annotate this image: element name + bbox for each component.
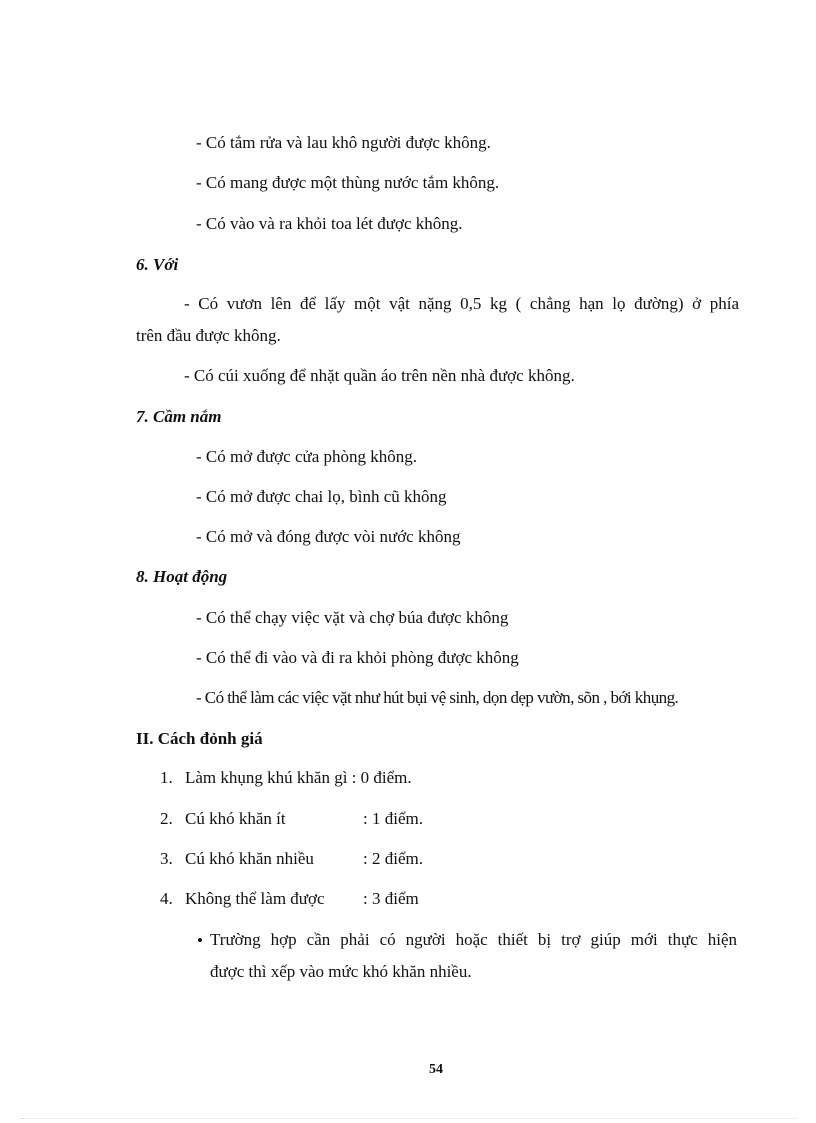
bathing-item: - Có mang được một thùng nước tắm không. bbox=[196, 173, 500, 192]
evaluation-level bbox=[160, 888, 419, 910]
evaluation-level bbox=[160, 767, 412, 789]
grip-item: - Có mở và đóng được vòi nước không bbox=[196, 527, 461, 546]
level-number: 4. bbox=[160, 889, 173, 908]
section-heading-evaluation: II. Cách đỏnh giá bbox=[136, 729, 263, 748]
evaluation-note-line: Trường hợp cần phải có người hoặc thiết bị trợ giúp mới thực hiện bbox=[210, 930, 737, 949]
grip-item: - Có mở được cửa phòng không. bbox=[196, 447, 418, 466]
activity-item: - Có thể đi vào và đi ra khỏi phòng được không bbox=[196, 648, 519, 667]
level-score: : 1 điểm. bbox=[363, 809, 423, 828]
footer-divider bbox=[20, 1118, 796, 1119]
level-description: Làm khụng khú khăn gì bbox=[185, 768, 348, 787]
bathing-item: - Có vào và ra khỏi toa lét được không. bbox=[196, 214, 463, 233]
bullet-dot-icon: • bbox=[197, 931, 203, 950]
level-description: Cú khó khăn ít bbox=[185, 809, 286, 828]
section-heading-reach: 6. Với bbox=[136, 255, 179, 274]
level-description: Cú khó khăn nhiều bbox=[185, 849, 314, 868]
level-number: 2. bbox=[160, 809, 173, 828]
section-heading-activity: 8. Hoạt động bbox=[136, 567, 228, 586]
bathing-item: - Có tắm rửa và lau khô người được không. bbox=[196, 133, 491, 152]
reach-item: - Có cúi xuống để nhặt quần áo trên nền nhà được không. bbox=[184, 366, 575, 385]
level-number: 3. bbox=[160, 849, 173, 868]
level-score: : 0 điểm. bbox=[351, 768, 412, 787]
section-heading-grip: 7. Cầm nắm bbox=[136, 407, 222, 426]
reach-item-line: - Có vươn lên để lấy một vật nặng 0,5 kg ( chẳng hạn lọ đường) ở phía bbox=[184, 294, 739, 313]
evaluation-level bbox=[160, 808, 423, 830]
activity-item: - Có thể chạy việc vặt và chợ búa được không bbox=[196, 608, 509, 627]
level-number: 1. bbox=[160, 768, 173, 787]
level-score: : 3 điểm bbox=[363, 889, 419, 908]
activity-item: - Có thể làm các việc vặt như hút bụi vệ sinh, dọn dẹp vườn, sõn , bới khụng. bbox=[196, 688, 679, 707]
evaluation-level bbox=[160, 848, 423, 870]
level-description: Không thể làm được bbox=[185, 889, 325, 908]
grip-item: - Có mở được chai lọ, bình cũ không bbox=[196, 487, 447, 506]
page-number: 54 bbox=[429, 1062, 443, 1077]
reach-item-line: trên đầu được không. bbox=[136, 326, 281, 345]
evaluation-note-line: được thì xếp vào mức khó khăn nhiều. bbox=[210, 962, 472, 981]
level-score: : 2 điểm. bbox=[363, 849, 423, 868]
